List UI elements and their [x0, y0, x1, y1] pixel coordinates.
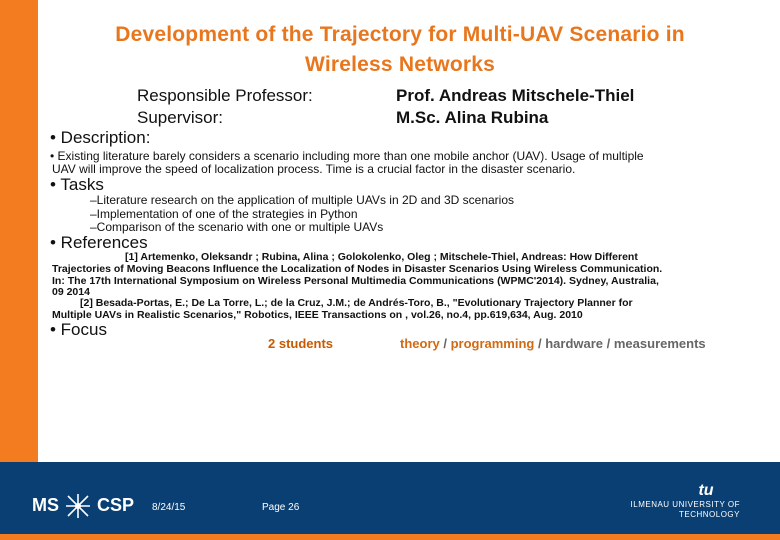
logo-right-text: CSP	[97, 494, 135, 515]
supervisor-name: M.Sc. Alina Rubina	[396, 108, 549, 127]
focus-hardware: hardware	[545, 336, 604, 351]
task-item: –Literature research on the application of multiple UAVs in 2D and 3D scenarios	[90, 193, 515, 207]
supervisor-label: Supervisor:	[137, 108, 223, 127]
university-name-line-1: ILMENAU UNIVERSITY OF	[630, 500, 740, 509]
mscsp-logo	[32, 492, 134, 520]
reference-line: Trajectories of Moving Beacons Influence the Localization of Nodes in Disaster Scenarios Using Wireless Communication.	[52, 263, 663, 275]
logo-left-text: MS	[32, 494, 59, 515]
tu-emblem-icon: tu	[698, 482, 714, 499]
professor-name: Prof. Andreas Mitschele-Thiel	[396, 86, 635, 105]
professor-label: Responsible Professor:	[137, 86, 313, 105]
focus-theory: theory	[400, 336, 440, 351]
footer-accent-strip	[0, 534, 780, 540]
task-item: –Comparison of the scenario with one or multiple UAVs	[90, 220, 384, 234]
description-heading: • Description:	[50, 128, 151, 147]
reference-line: 09 2014	[52, 286, 90, 298]
focus-separator: /	[603, 336, 614, 351]
slide-title	[50, 20, 750, 80]
references-heading: • References	[50, 233, 148, 252]
task-item: –Implementation of one of the strategies in Python	[90, 207, 358, 221]
reference-line: In: The 17th International Symposium on Wireless Personal Multimedia Communications (WPMC'2014). Sydney, Australia,	[52, 275, 659, 287]
page-number: Page 26	[262, 502, 300, 513]
description-line-2: UAV will improve the speed of localization process. Time is a crucial factor in the disaster scenario.	[52, 162, 576, 176]
reference-line: [2] Besada-Portas, E.; De La Torre, L.; de la Cruz, J.M.; de Andrés-Toro, B., "Evolutionary Trajectory Planner for	[80, 297, 633, 309]
tasks-heading: • Tasks	[50, 175, 104, 194]
title-line-2: Wireless Networks	[305, 53, 495, 76]
focus-separator: /	[439, 336, 451, 351]
focus-separator: /	[534, 336, 546, 351]
focus-students: 2 students	[268, 336, 334, 351]
focus-areas	[400, 336, 706, 351]
title-line-1: Development of the Trajectory for Multi-UAV Scenario in	[115, 23, 685, 46]
slide-date: 8/24/15	[152, 502, 186, 513]
description-line-1: • Existing literature barely considers a scenario including more than one mobile anchor (UAV). Usage of multiple	[50, 149, 644, 163]
tu-ilmenau-logo	[612, 482, 740, 520]
reference-line: Multiple UAVs in Realistic Scenarios," Robotics, IEEE Transactions on , vol.26, no.4, pp.619,634, Aug. 2010	[52, 309, 583, 321]
side-accent-bar	[0, 0, 38, 462]
focus-heading: • Focus	[50, 320, 107, 339]
footer-band	[0, 462, 780, 540]
focus-programming: programming	[450, 336, 535, 351]
focus-measurements: measurements	[613, 336, 706, 351]
university-name-line-2: TECHNOLOGY	[678, 510, 740, 519]
network-node-icon	[64, 492, 92, 520]
reference-line: [1] Artemenko, Oleksandr ; Rubina, Alina ; Golokolenko, Oleg ; Mitschele-Thiel, Andreas: How Different	[125, 251, 638, 263]
